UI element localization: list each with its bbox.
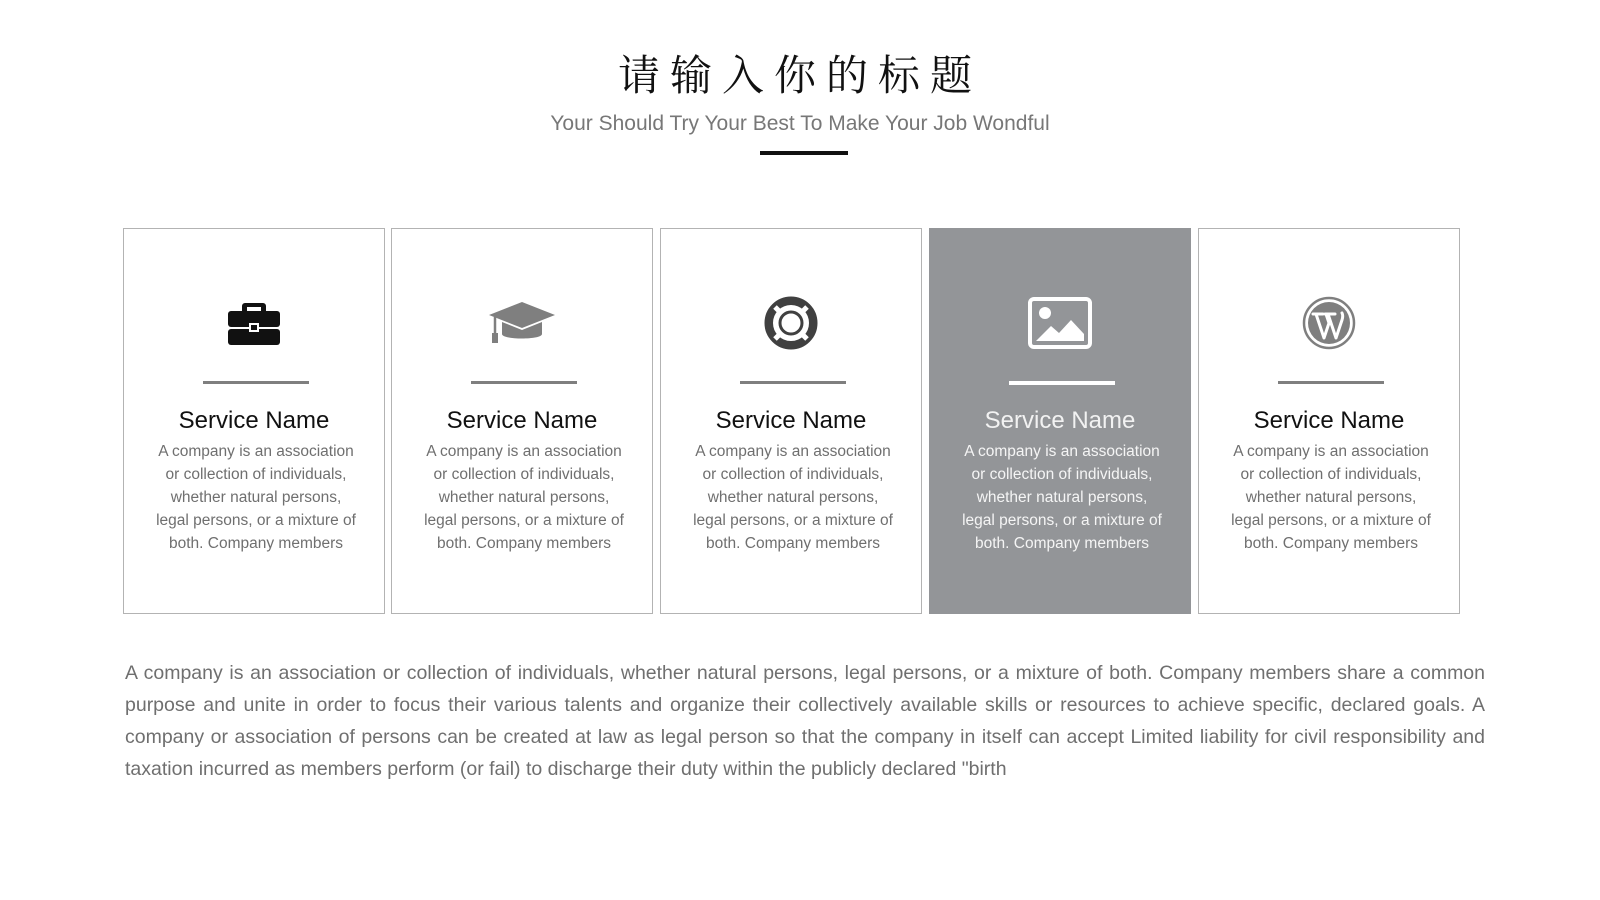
briefcase-icon <box>124 291 384 355</box>
service-card-2[interactable] <box>391 228 653 614</box>
page-title: 请输入你的标题 <box>617 51 982 100</box>
graduation-cap-icon <box>392 291 652 355</box>
card-description: A company is an association or collection of individuals, whether natural persons, legal persons, or a mixture of both. Company members <box>962 443 1162 552</box>
card-title: Service Name <box>178 407 330 434</box>
page-subtitle: Your Should Try Your Best To Make Your Job Wondful <box>550 112 1050 135</box>
card-title: Service Name <box>1253 407 1405 434</box>
life-ring-icon <box>661 291 921 355</box>
card-description: A company is an association or collection of individuals, whether natural persons, legal persons, or a mixture of both. Company members <box>156 443 356 552</box>
service-card-5[interactable] <box>1198 228 1460 614</box>
wordpress-icon <box>1199 291 1459 355</box>
card-divider <box>471 381 577 384</box>
service-card-1[interactable] <box>123 228 385 614</box>
card-divider <box>740 381 846 384</box>
card-divider <box>1009 381 1115 385</box>
service-card-4[interactable] <box>929 228 1191 614</box>
service-cards <box>123 228 1487 616</box>
service-card-3[interactable] <box>660 228 922 614</box>
card-divider <box>203 381 309 384</box>
card-title: Service Name <box>446 407 598 434</box>
card-description: A company is an association or collection of individuals, whether natural persons, legal persons, or a mixture of both. Company members <box>693 443 893 552</box>
card-title: Service Name <box>715 407 867 434</box>
card-description: A company is an association or collection of individuals, whether natural persons, legal persons, or a mixture of both. Company members <box>1231 443 1431 552</box>
card-description: A company is an association or collection of individuals, whether natural persons, legal persons, or a mixture of both. Company members <box>424 443 624 552</box>
image-icon <box>930 291 1190 355</box>
body-paragraph: A company is an association or collection of individuals, whether natural persons, legal persons, or a mixture of both. Company members share a common purpose and unite in order to focus their various talents and organize their collectively available skills or resources to achieve specific, declared goals. A company or association of persons can be created at law as legal person so that the company in itself can accept Limited liability for civil responsibility and taxation incurred as members perform (or fail) to discharge their duty within the publicly declared "birth <box>125 662 1485 780</box>
card-divider <box>1278 381 1384 384</box>
title-underline <box>760 151 848 155</box>
card-title: Service Name <box>984 407 1136 434</box>
